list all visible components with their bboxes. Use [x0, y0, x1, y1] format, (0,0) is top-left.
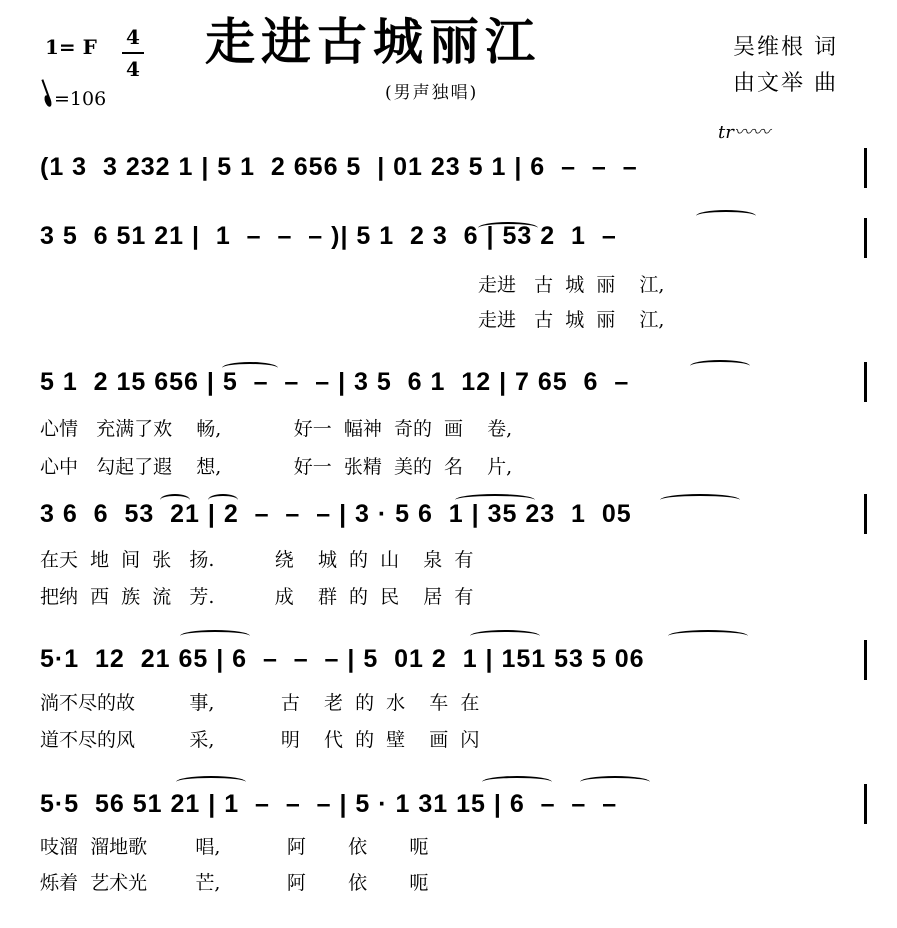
slur — [160, 494, 190, 506]
barline — [864, 218, 867, 258]
lyric-line: 心中 勾起了遐 想, 好一 张精 美的 名 片, — [40, 456, 513, 478]
barline — [864, 148, 867, 188]
notation-row: 5·1 12 21 65 | 6 – – – | 5 01 2 1 | 151 53 5 06 — [40, 645, 645, 673]
key-signature: 1= F — [45, 35, 97, 59]
barline — [864, 362, 867, 402]
slur — [580, 776, 650, 788]
song-title: 走进古城丽江 — [205, 12, 541, 71]
notation-row: 3 5 6 51 21 | 1 – – – )| 5 1 2 3 6 | 53 2 1 – — [40, 222, 617, 250]
lyric-line: 走进 古 城 丽 江, — [478, 274, 665, 296]
slur — [470, 630, 540, 642]
notation-row: 3 6 6 53 21 | 2 – – – | 3 · 5 6 1 | 35 23 1 05 — [40, 500, 632, 528]
composer: 由文举 曲 — [733, 71, 838, 96]
lyric-line: 心情 充满了欢 畅, 好一 幅神 奇的 画 卷, — [40, 418, 513, 440]
lyric-line: 把纳 西 族 流 芳. 成 群 的 民 居 有 — [40, 586, 474, 608]
slur — [690, 360, 750, 372]
time-signature-bottom: 4 — [122, 52, 144, 84]
slur — [660, 494, 740, 506]
slur — [180, 630, 250, 642]
tempo-mark — [45, 88, 106, 110]
notation-row: 5 1 2 15 656 | 5 – – – | 3 5 6 1 12 | 7 65 6 – — [40, 368, 630, 396]
notation-row: 5·5 56 51 21 | 1 – – – | 5 · 1 31 15 | 6 – – – — [40, 790, 618, 818]
lyric-line: 道不尽的风 采, 明 代 的 壁 画 闪 — [40, 729, 480, 751]
credits — [733, 30, 838, 102]
quarter-note-icon — [43, 94, 53, 107]
slur — [208, 494, 238, 506]
lyric-line: 淌不尽的故 事, 古 老 的 水 车 在 — [40, 692, 480, 714]
slur — [222, 362, 278, 374]
slur — [668, 630, 748, 642]
slur — [176, 776, 246, 788]
lyric-line: 走进 古 城 丽 江, — [478, 309, 665, 331]
barline — [864, 494, 867, 534]
notation-row: (1 3 3 232 1 | 5 1 2 656 5 | 01 23 5 1 | 6 – – – — [40, 153, 638, 181]
lyric-line: 烁着 艺术光 芒, 阿 依 呃 — [40, 872, 429, 894]
slur — [482, 776, 552, 788]
barline — [864, 784, 867, 824]
lyric-line: 在天 地 间 张 扬. 绕 城 的 山 泉 有 — [40, 549, 474, 571]
time-signature-top: 4 — [126, 25, 140, 49]
time-signature — [122, 22, 144, 84]
lyricist: 吴维根 词 — [733, 35, 838, 60]
tempo-value: =106 — [54, 88, 107, 110]
slur — [696, 210, 756, 222]
song-subtitle: (男声独唱) — [385, 83, 479, 103]
barline — [864, 640, 867, 680]
slur — [455, 494, 535, 506]
slur — [478, 222, 538, 234]
trill-mark: tr〰〰 — [718, 122, 770, 143]
lyric-line: 吱溜 溜地歌 唱, 阿 依 呃 — [40, 836, 429, 858]
